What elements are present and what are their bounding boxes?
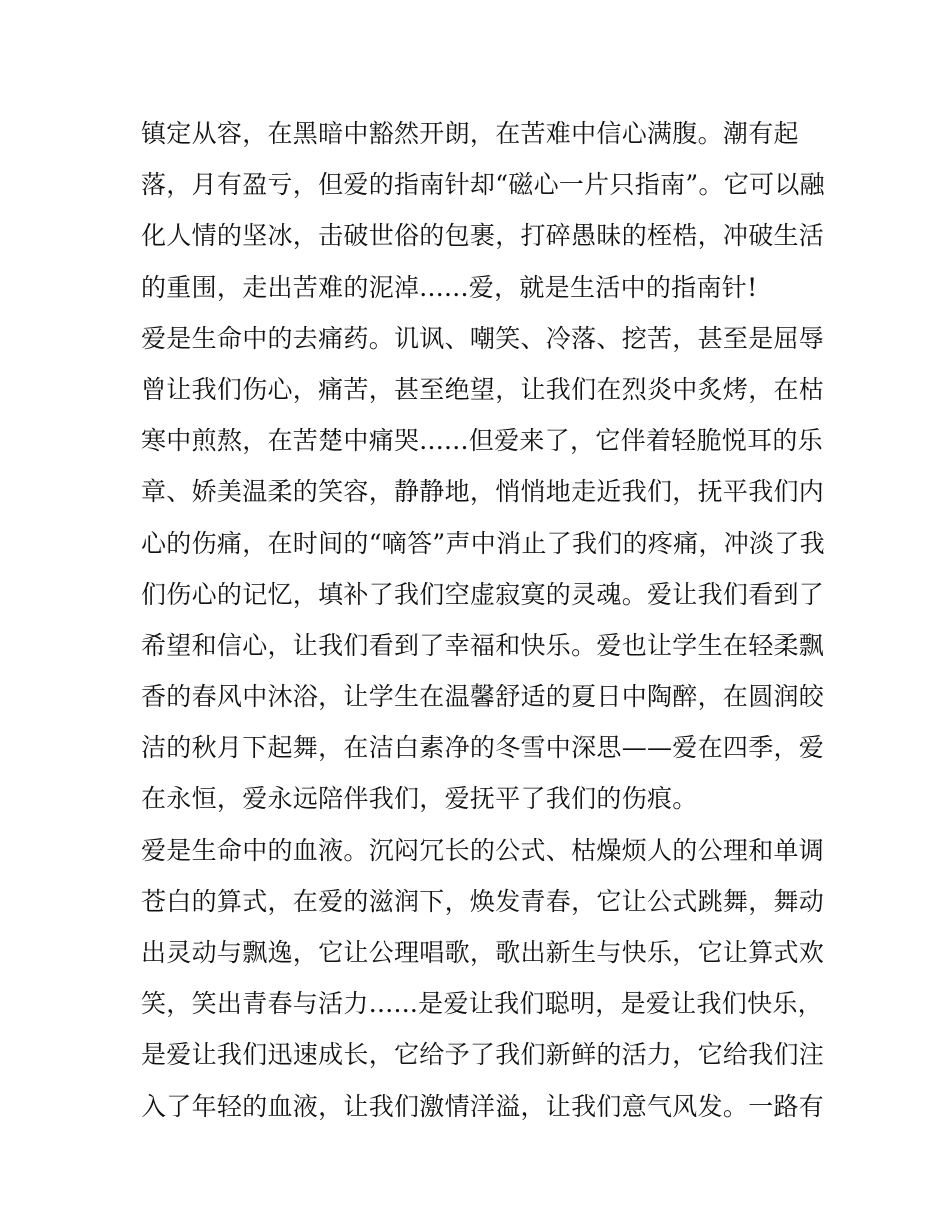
text-line: 是爱让我们迅速成长，它给予了我们新鲜的活力，它给我们注 [141,1040,825,1070]
text-line: 曾让我们伤心，痛苦，甚至绝望，让我们在烈炎中炙烤，在枯 [141,374,825,404]
text-line: 寒中煎熬，在苦楚中痛哭......但爱来了，它伴着轻脆悦耳的乐 [141,426,823,456]
text-line: 心的伤痛，在时间的“嘀答”声中消止了我们的疼痛，冲淡了我 [141,528,825,558]
text-line: 爱是生命中的去痛药。讥讽、嘲笑、冷落、挖苦，甚至是屈辱 [141,323,825,353]
text-line: 们伤心的记忆，填补了我们空虚寂寞的灵魂。爱让我们看到了 [141,579,825,609]
text-line: 在永恒，爱永远陪伴我们，爱抚平了我们的伤痕。 [141,784,698,814]
text-line: 落，月有盈亏，但爱的指南针却“磁心一片只指南”。它可以融 [141,170,825,200]
text-line: 希望和信心，让我们看到了幸福和快乐。爱也让学生在轻柔飘 [141,630,825,660]
text-line: 章、娇美温柔的笑容，静静地，悄悄地走近我们，抚平我们内 [141,477,825,507]
text-line: 的重围，走出苦难的泥淖......爱，就是生活中的指南针! [141,272,758,302]
text-line: 出灵动与飘逸，它让公理唱歌，歌出新生与快乐，它让算式欢 [141,938,825,967]
text-line: 香的春风中沐浴，让学生在温馨舒适的夏日中陶醉，在圆润皎 [141,682,825,712]
text-line: 洁的秋月下起舞，在洁白素净的冬雪中深思——爱在四季，爱 [141,733,825,763]
text-line: 入了年轻的血液，让我们激情洋溢，让我们意气风发。一路有 [141,1091,825,1121]
body-text [141,108,825,1132]
text-line: 苍白的算式，在爱的滋润下，焕发青春，它让公式跳舞，舞动 [141,886,825,916]
text-line: 笑，笑出青春与活力......是爱让我们聪明，是爱让我们快乐， [141,989,823,1019]
text-line: 化人情的坚冰，击破世俗的包裹，打碎愚昧的桎梏，冲破生活 [141,221,825,251]
text-line: 爱是生命中的血液。沉闷冗长的公式、枯燥烦人的公理和单调 [141,835,825,865]
text-line: 镇定从容，在黑暗中豁然开朗，在苦难中信心满腹。潮有起 [141,119,799,148]
